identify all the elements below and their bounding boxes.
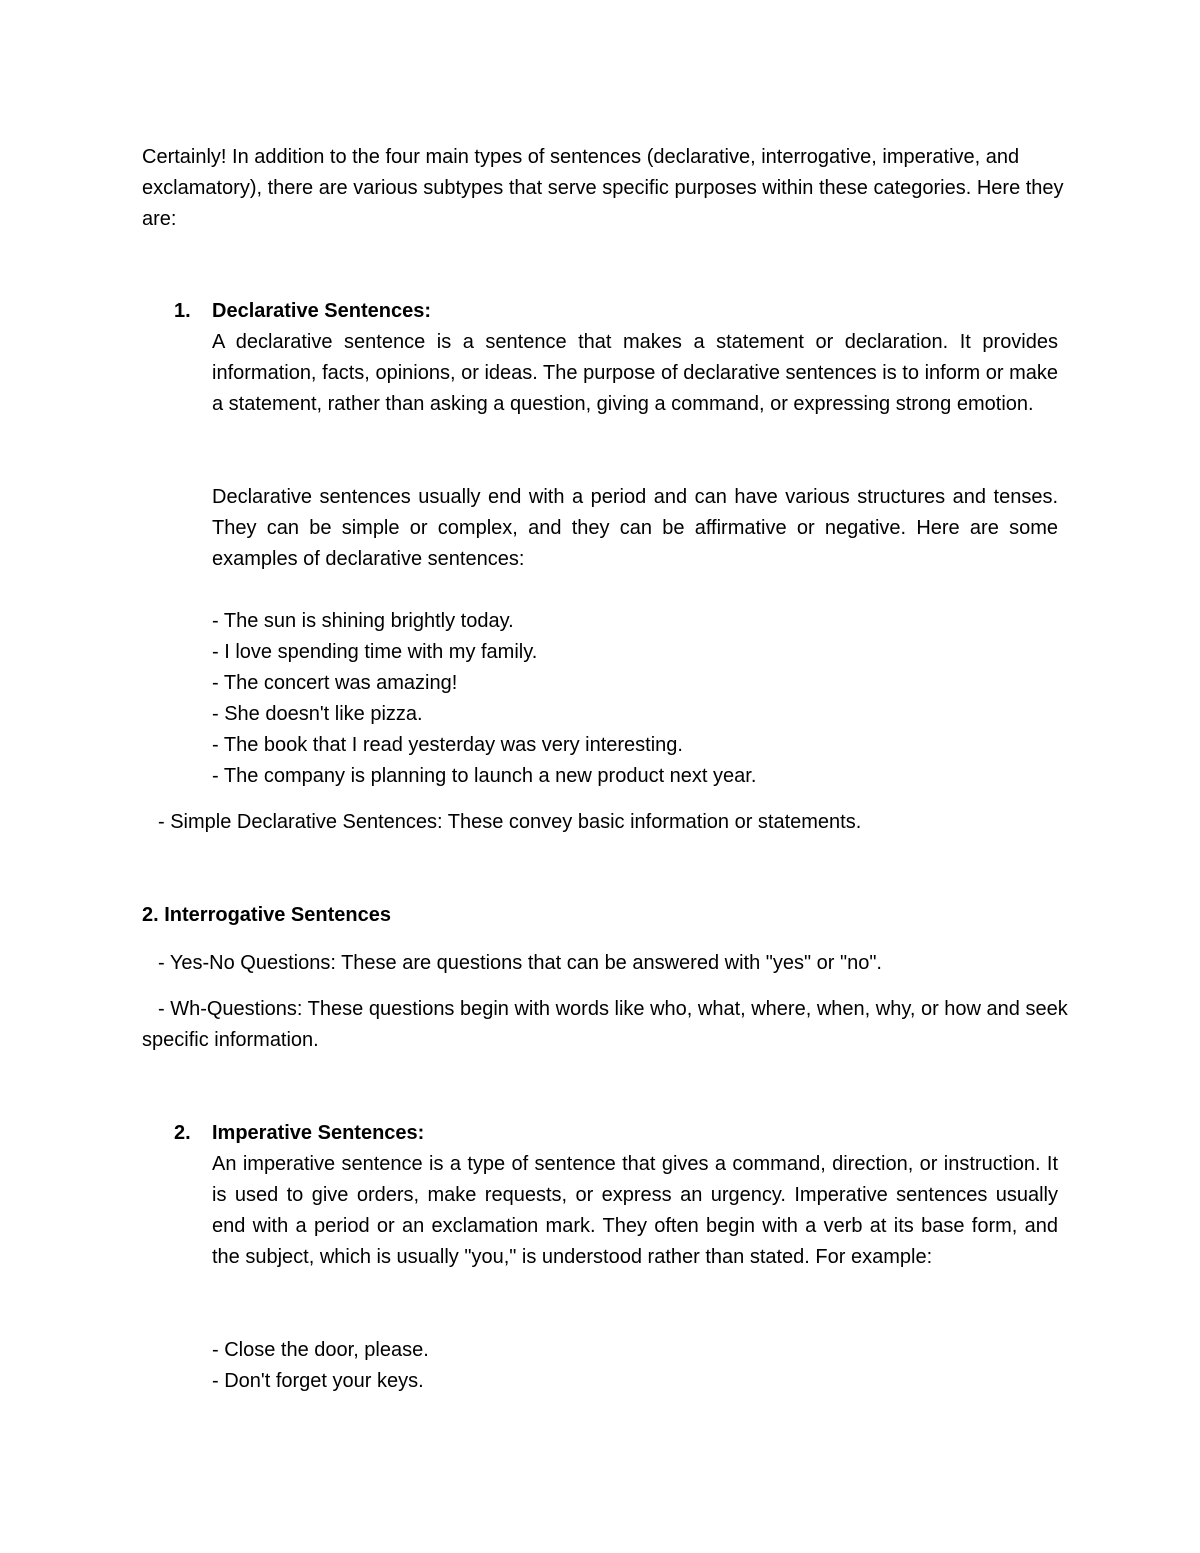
imperative-example: - Don't forget your keys. [212,1370,424,1392]
declarative-example: - The sun is shining brightly today. [212,610,514,632]
declarative-example: - She doesn't like pizza. [212,703,423,725]
declarative-definition-paragraph: A declarative sentence is a sentence that makes a statement or declaration. It provides information, facts, opinions, or ideas. The purpose of declarative sentences is to inform or make a statement, rather than asking a question, giving a command, or expressing strong emotion. [212,331,1058,415]
section-heading-interrogative: 2. Interrogative Sentences [142,904,391,926]
declarative-example: - I love spending time with my family. [212,641,538,663]
section-number-imperative: 2. [174,1122,191,1144]
declarative-example: - The company is planning to launch a new product next year. [212,765,757,787]
section-heading-imperative: Imperative Sentences: [212,1122,425,1144]
imperative-definition-paragraph: An imperative sentence is a type of sentence that gives a command, direction, or instruction. It is used to give orders, make requests, or express an urgency. Imperative sentences usually end with a period or an exclamation mark. They often begin with a verb at its base form, and the subject, which is usually "you," is understood rather than stated. For example: [212,1153,1058,1268]
section-heading-declarative: Declarative Sentences: [212,300,432,322]
yes-no-questions-subtype: - Yes-No Questions: These are questions that can be answered with "yes" or "no". [158,952,882,974]
imperative-example: - Close the door, please. [212,1339,429,1361]
declarative-example: - The concert was amazing! [212,672,458,694]
wh-questions-subtype: - Wh-Questions: These questions begin with words like who, what, where, when, why, or how and seek specific information. [142,998,1068,1051]
intro-paragraph: Certainly! In addition to the four main types of sentences (declarative, interrogative, imperative, and exclamatory), there are various subtypes that serve specific purposes within these categories. Here they are: [142,146,1064,230]
declarative-structure-paragraph: Declarative sentences usually end with a period and can have various structures and tenses. They can be simple or complex, and they can be affirmative or negative. Here are some examples of declarative sentences: [212,486,1058,570]
section-number-declarative: 1. [174,300,191,322]
declarative-example: - The book that I read yesterday was very interesting. [212,734,683,756]
simple-declarative-subtype: - Simple Declarative Sentences: These convey basic information or statements. [158,811,862,833]
